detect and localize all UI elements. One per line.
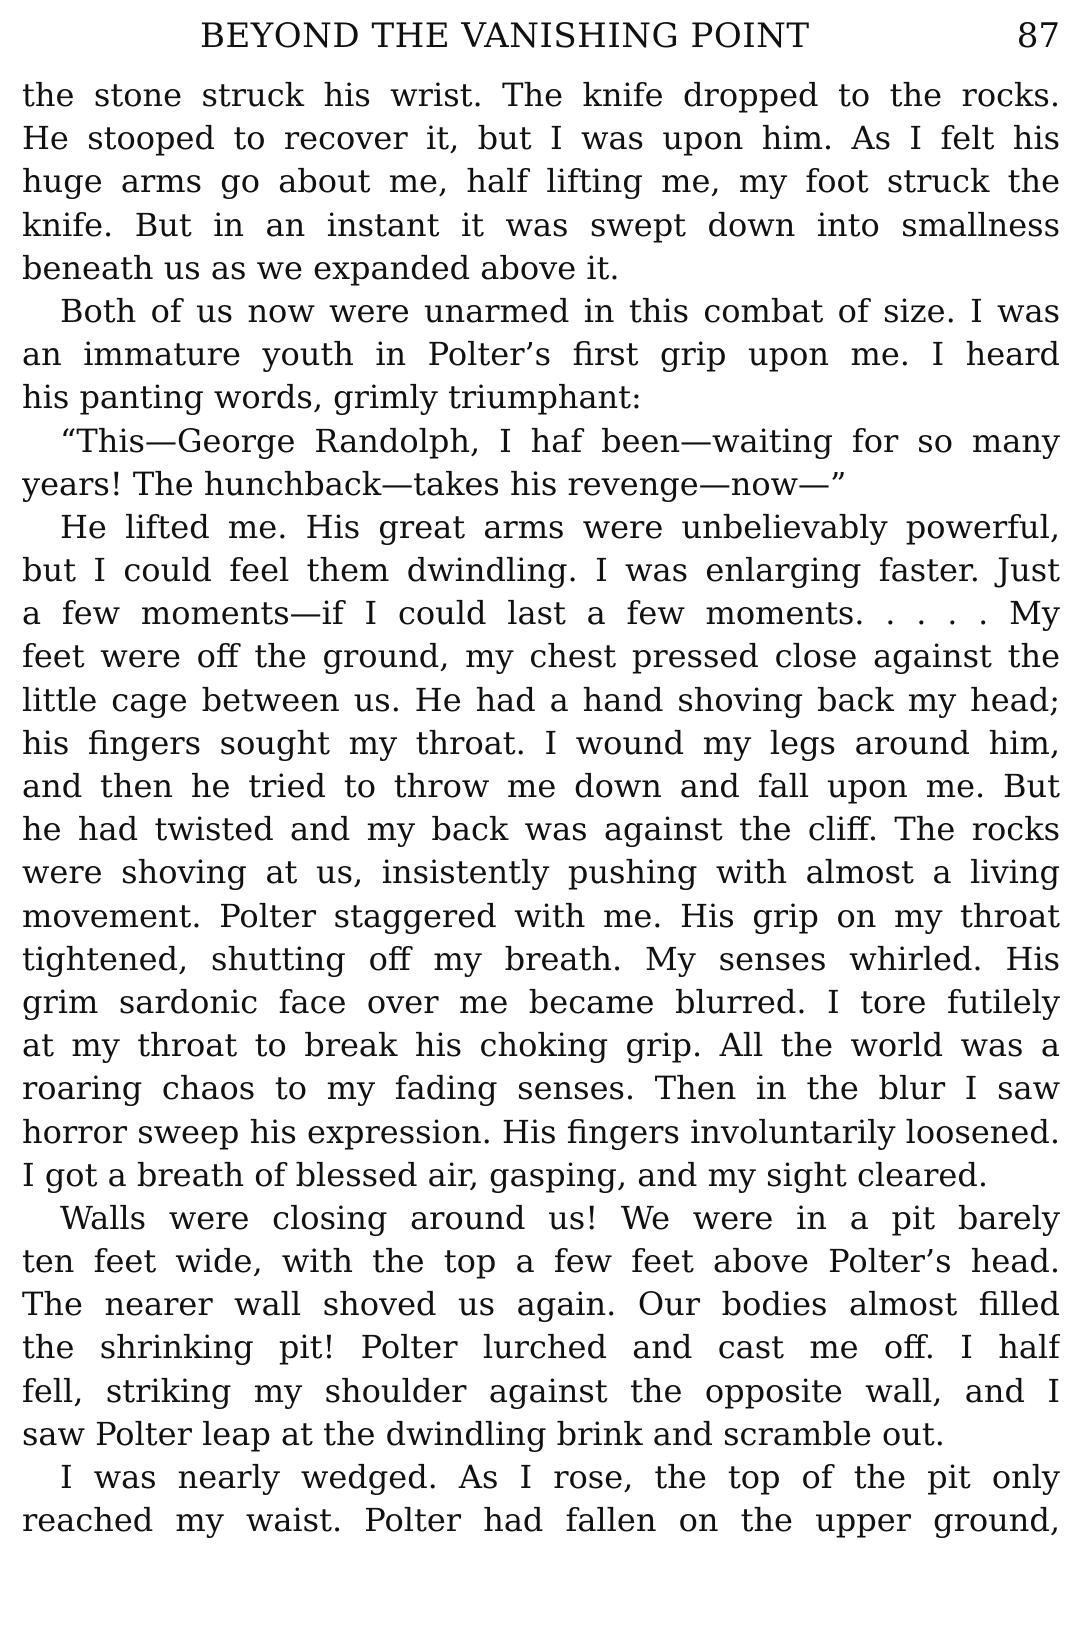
text-line: he had twisted and my back was against the cliff. The rocks: [22, 810, 1060, 849]
text-line: huge arms go about me, half lifting me, my foot struck the: [22, 162, 1060, 201]
text-line: I got a breath of blessed air, gasping, and my sight cleared.: [22, 1155, 989, 1194]
text-line: “This—George Randolph, I haf been—waiting for so many: [60, 421, 1060, 460]
text-line: tightened, shutting off my breath. My senses whirled. His: [22, 939, 1060, 978]
text-line: saw Polter leap at the dwindling brink and scramble out.: [22, 1414, 945, 1453]
text-line: He lifted me. His great arms were unbelievably powerful,: [60, 507, 1060, 546]
text-line: Walls were closing around us! We were in a pit barely: [60, 1198, 1060, 1237]
running-title: BEYOND THE VANISHING POINT: [200, 16, 810, 56]
text-line: the shrinking pit! Polter lurched and cast me off. I half: [22, 1328, 1060, 1367]
text-line: his panting words, grimly triumphant:: [22, 378, 642, 417]
text-line: little cage between us. He had a hand shoving back my head;: [22, 680, 1060, 719]
text-line: The nearer wall shoved us again. Our bodies almost filled: [22, 1285, 1060, 1324]
text-line: roaring chaos to my fading senses. Then in the blur I saw: [22, 1069, 1060, 1108]
text-line: the stone struck his wrist. The knife dropped to the rocks.: [22, 76, 1060, 114]
text-line: an immature youth in Polter’s first grip upon me. I heard: [22, 335, 1060, 374]
text-line: Both of us now were unarmed in this combat of size. I was: [60, 291, 1060, 330]
text-line: I was nearly wedged. As I rose, the top of the pit only: [60, 1458, 1060, 1496]
text-line: were shoving at us, insistently pushing with almost a living: [22, 853, 1060, 892]
text-line: feet were off the ground, my chest pressed close against the: [22, 637, 1060, 676]
text-line: a few moments—if I could last a few moments. . . . . My: [22, 594, 1060, 633]
text-line: He stooped to recover it, but I was upon him. As I felt his: [22, 119, 1060, 158]
text-line: but I could feel them dwindling. I was enlarging faster. Just: [22, 551, 1060, 590]
text-line: knife. But in an instant it was swept down into smallness: [22, 205, 1060, 244]
text-line: beneath us as we expanded above it.: [22, 248, 620, 287]
text-line: and then he tried to throw me down and fall upon me. But: [22, 767, 1060, 805]
text-line: his fingers sought my throat. I wound my legs around him,: [22, 723, 1060, 762]
text-line: grim sardonic face over me became blurred. I tore futilely: [22, 982, 1060, 1021]
page-number: 87: [1016, 16, 1060, 56]
text-line: at my throat to break his choking grip. All the world was a: [22, 1026, 1060, 1065]
text-line: years! The hunchback—takes his revenge—now—”: [22, 464, 847, 503]
text-line: ten feet wide, with the top a few feet above Polter’s head.: [22, 1242, 1060, 1281]
text-line: horror sweep his expression. His fingers involuntarily loosened.: [22, 1112, 1060, 1151]
text-line: fell, striking my shoulder against the opposite wall, and I: [22, 1371, 1060, 1410]
text-line: reached my waist. Polter had fallen on the upper ground,: [22, 1501, 1060, 1540]
body-text: [22, 74, 1060, 1542]
running-head: [0, 12, 1082, 60]
text-line: movement. Polter staggered with me. His grip on my throat: [22, 896, 1060, 935]
